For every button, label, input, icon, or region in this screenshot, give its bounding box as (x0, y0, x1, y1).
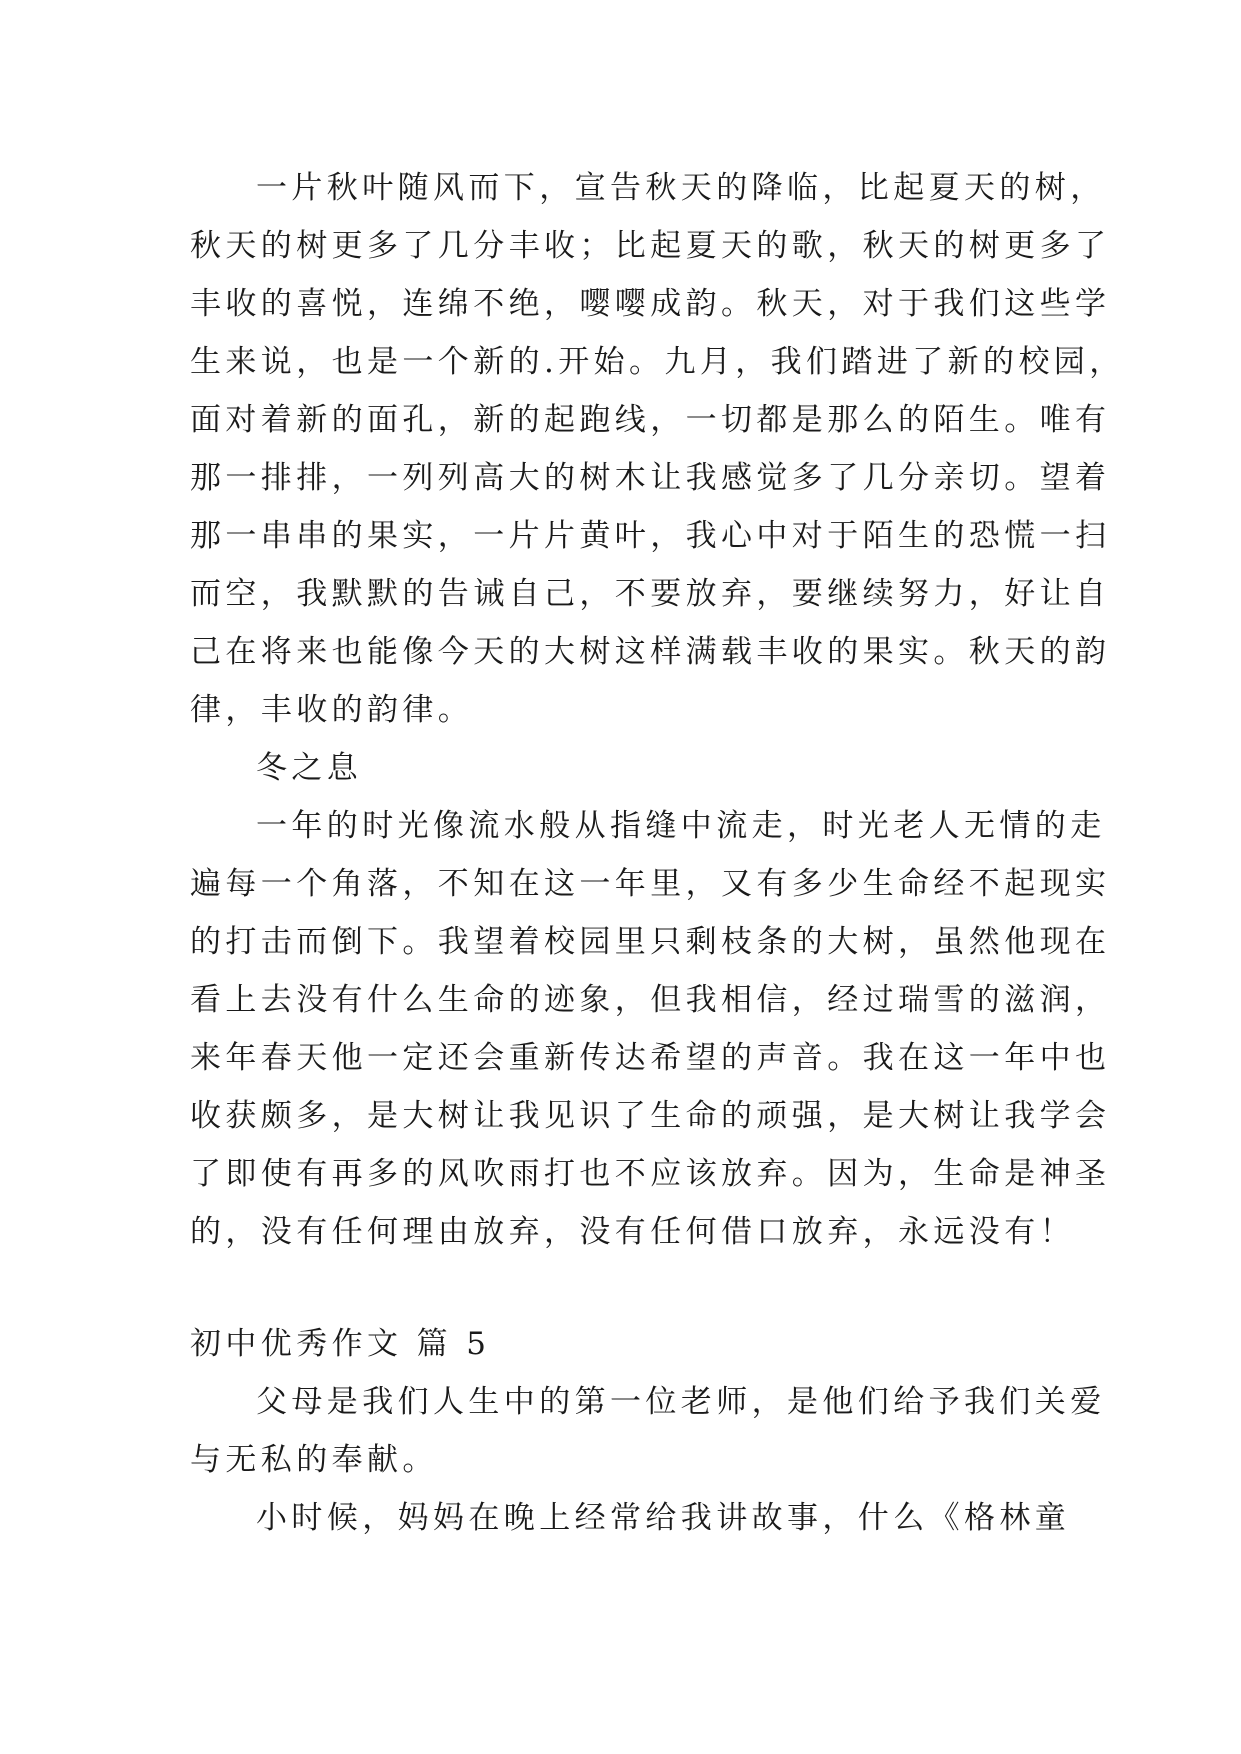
text-line: 一片秋叶随风而下，宣告秋天的降临，比起夏天的树， (256, 170, 1106, 206)
text-line: 父母是我们人生中的第一位老师，是他们给予我们关爱 (256, 1384, 1106, 1420)
text-line: 己在将来也能像今天的大树这样满载丰收的果实。秋天的韵 (190, 634, 1111, 670)
text-line: 了即使有再多的风吹雨打也不应该放弃。因为，生命是神圣 (190, 1156, 1111, 1192)
text-line: 秋天的树更多了几分丰收；比起夏天的歌，秋天的树更多了 (190, 228, 1111, 264)
text-line: 来年春天他一定还会重新传达希望的声音。我在这一年中也 (190, 1040, 1111, 1076)
text-line: 小时候，妈妈在晚上经常给我讲故事，什么《格林童 (256, 1500, 1071, 1536)
text-line: 的，没有任何理由放弃，没有任何借口放弃，永远没有！ (190, 1214, 1075, 1250)
text-line: 生来说，也是一个新的.开始。九月，我们踏进了新的校园， (190, 344, 1125, 380)
text-line: 一年的时光像流水般从指缝中流走，时光老人无情的走 (256, 808, 1106, 844)
text-line: 遍每一个角落，不知在这一年里，又有多少生命经不起现实 (190, 866, 1111, 902)
text-line: 那一排排，一列列高大的树木让我感觉多了几分亲切。望着 (190, 460, 1111, 496)
text-line: 与无私的奉献。 (190, 1442, 438, 1478)
text-line: 的打击而倒下。我望着校园里只剩枝条的大树，虽然他现在 (190, 924, 1111, 960)
text-line: 看上去没有什么生命的迹象，但我相信，经过瑞雪的滋润， (190, 982, 1111, 1018)
text-line: 律，丰收的韵律。 (190, 692, 474, 728)
text-line: 收获颇多，是大树让我见识了生命的顽强，是大树让我学会 (190, 1098, 1111, 1134)
section-heading: 初中优秀作文 篇 5 (190, 1326, 491, 1362)
text-line: 丰收的喜悦，连绵不绝，嘤嘤成韵。秋天，对于我们这些学 (190, 286, 1111, 322)
text-line: 面对着新的面孔，新的起跑线，一切都是那么的陌生。唯有 (190, 402, 1111, 438)
text-line: 而空，我默默的告诫自己，不要放弃，要继续努力，好让自 (190, 576, 1111, 612)
subheading: 冬之息 (256, 750, 363, 786)
text-line: 那一串串的果实，一片片黄叶，我心中对于陌生的恐慌一扫 (190, 518, 1111, 554)
